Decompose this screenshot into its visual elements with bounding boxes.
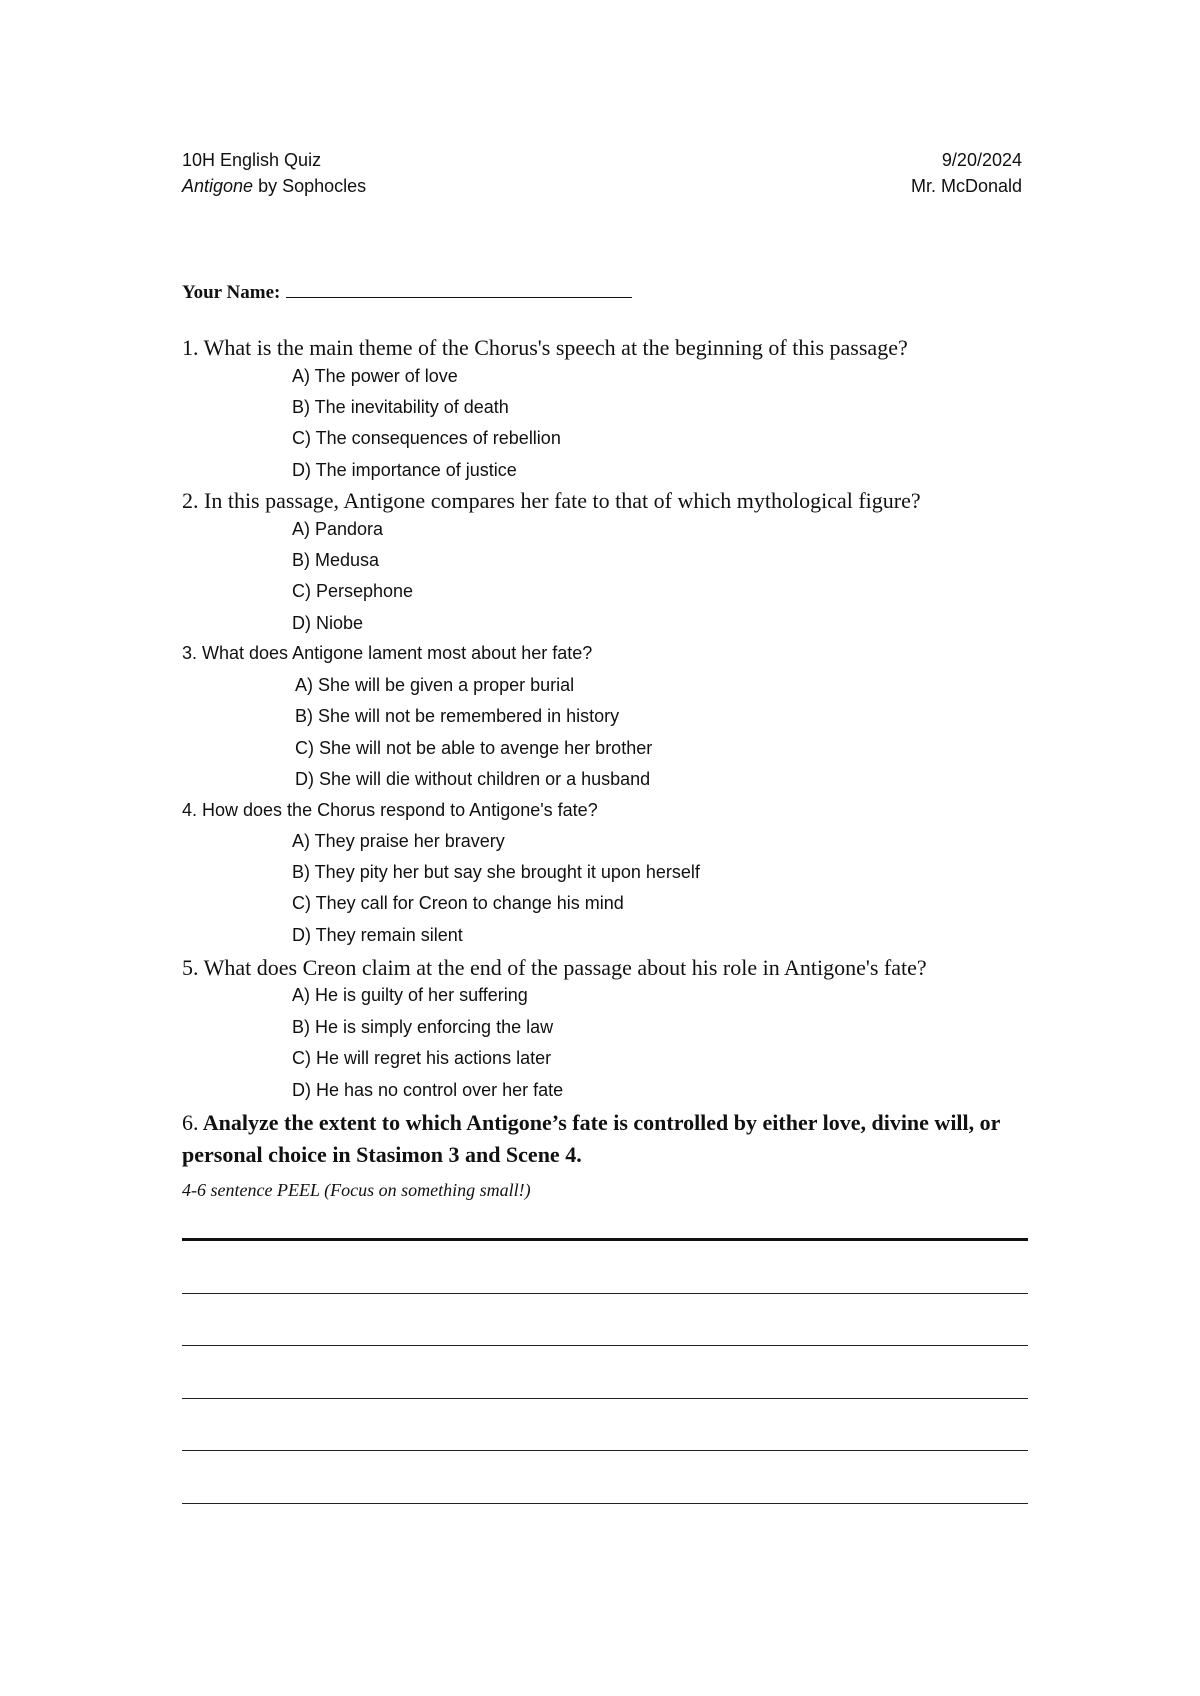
q2-option-d[interactable]: D) Niobe — [292, 613, 364, 633]
answer-line-2[interactable] — [182, 1293, 1028, 1294]
work-info — [182, 176, 366, 197]
question-6-prompt: Analyze the extent to which Antigone’s fate is controlled by either love, divine will, or personal choice in Stasimon 3 and Scene 4. — [182, 1110, 1001, 1167]
question-4: 4. How does the Chorus respond to Antigone's fate? — [182, 800, 598, 820]
q3-option-a[interactable]: A) She will be given a proper burial — [295, 675, 575, 695]
answer-line-1[interactable] — [182, 1238, 1028, 1241]
q4-option-b[interactable]: B) They pity her but say she brought it upon herself — [292, 862, 700, 882]
name-label: Your Name: — [182, 282, 281, 303]
q3-option-c[interactable]: C) She will not be able to avenge her brother — [295, 738, 653, 758]
question-5: 5. What does Creon claim at the end of the passage about his role in Antigone's fate? — [182, 955, 927, 980]
teacher-name: Mr. McDonald — [910, 176, 1022, 196]
q1-option-b[interactable]: B) The inevitability of death — [292, 397, 509, 417]
answer-line-6[interactable] — [182, 1503, 1028, 1504]
q5-option-b[interactable]: B) He is simply enforcing the law — [292, 1017, 554, 1037]
quiz-title: 10H English Quiz — [182, 150, 322, 170]
q3-option-b[interactable]: B) She will not be remembered in history — [295, 706, 620, 726]
question-1: 1. What is the main theme of the Chorus's speech at the beginning of this passage? — [182, 335, 908, 360]
q5-option-c[interactable]: C) He will regret his actions later — [292, 1048, 552, 1068]
q1-option-a[interactable]: A) The power of love — [292, 366, 458, 386]
q5-option-a[interactable]: A) He is guilty of her suffering — [292, 985, 528, 1005]
answer-line-5[interactable] — [182, 1450, 1028, 1451]
question-6 — [182, 1107, 1032, 1171]
q2-option-a[interactable]: A) Pandora — [292, 519, 384, 539]
q2-option-b[interactable]: B) Medusa — [292, 550, 380, 570]
q1-option-d[interactable]: D) The importance of justice — [292, 460, 517, 480]
question-6-instructions: 4-6 sentence PEEL (Focus on something small!) — [182, 1180, 531, 1200]
answer-line-3[interactable] — [182, 1345, 1028, 1346]
work-author: by Sophocles — [253, 176, 367, 196]
quiz-date: 9/20/2024 — [941, 150, 1022, 170]
question-6-number: 6. — [182, 1110, 199, 1135]
q4-option-a[interactable]: A) They praise her bravery — [292, 831, 505, 851]
work-title: Antigone — [182, 176, 254, 196]
question-2: 2. In this passage, Antigone compares her fate to that of which mythological figure? — [182, 488, 921, 513]
answer-line-4[interactable] — [182, 1398, 1028, 1399]
q3-option-d[interactable]: D) She will die without children or a husband — [295, 769, 651, 789]
name-blank[interactable] — [286, 296, 632, 298]
q5-option-d[interactable]: D) He has no control over her fate — [292, 1080, 564, 1100]
name-field — [182, 282, 632, 304]
q4-option-c[interactable]: C) They call for Creon to change his mind — [292, 893, 624, 913]
q1-option-c[interactable]: C) The consequences of rebellion — [292, 428, 561, 448]
q4-option-d[interactable]: D) They remain silent — [292, 925, 463, 945]
q2-option-c[interactable]: C) Persephone — [292, 581, 414, 601]
question-3: 3. What does Antigone lament most about her fate? — [182, 643, 593, 663]
